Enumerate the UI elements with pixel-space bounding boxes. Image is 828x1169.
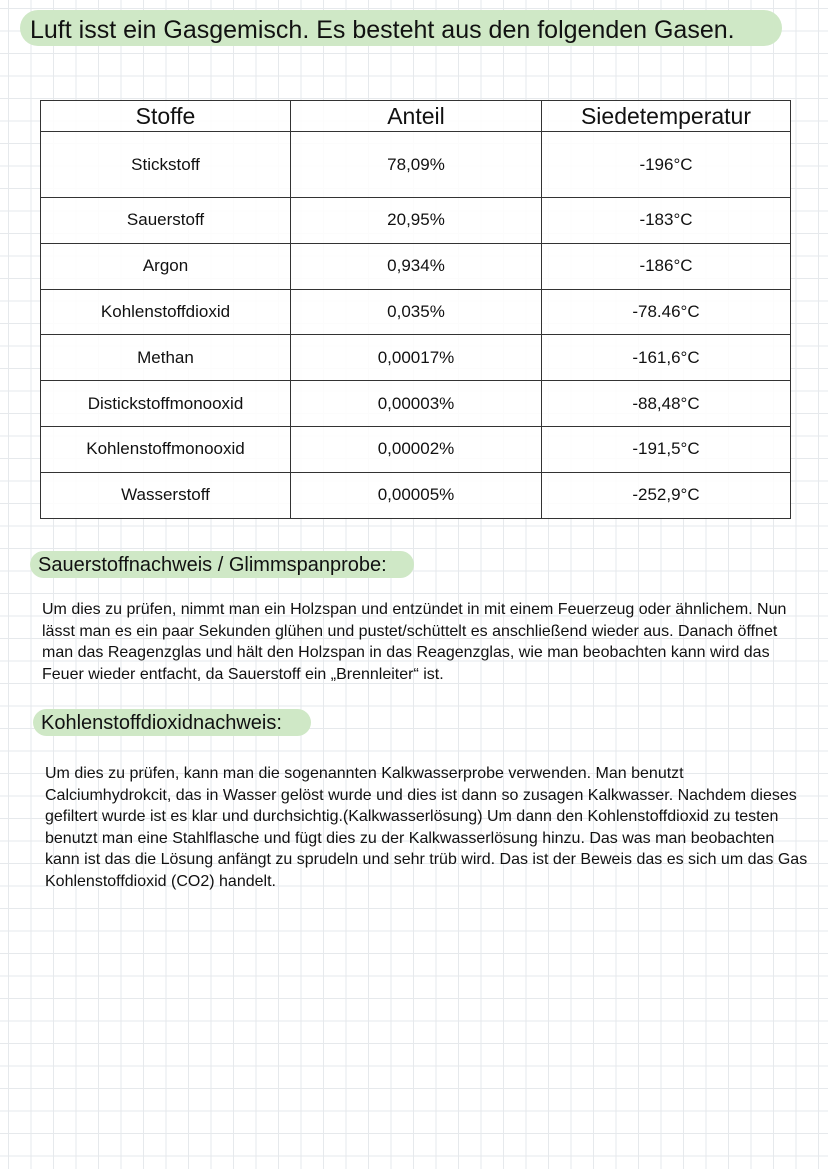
kohlenstoffdioxid-paragraph: Um dies zu prüfen, kann man die sogenannten Kalkwasserprobe verwenden. Man benutzt Calciumhydrokcit, das in Wasser gelöst wurde und dies ist dann so zusagen Kalkwasser. Nachdem dieses gefiltert wurde ist es klar und durchsichtig.(Kalkwasserlösung) Um dann den Kohlenstoffdioxid zu testen benutzt man eine Stahlflasche und fügt dies zu der Kalkwasserlösung hinzu. Das was man beobachten kann ist das die Lösung anfängt zu sprudeln und sehr trüb wird. Das ist der Beweis das es sich um das Gas Kohlenstoffdioxid (CO2) handelt. <box>45 765 808 890</box>
table-row <box>41 289 791 335</box>
table-row <box>41 335 791 381</box>
table-header-row <box>41 101 791 132</box>
cell-anteil: 0,035% <box>291 289 542 335</box>
cell-anteil: 0,934% <box>291 243 542 289</box>
cell-siedetemperatur: -78.46°C <box>542 289 791 335</box>
cell-siedetemperatur: -191,5°C <box>542 426 791 472</box>
cell-anteil: 0,00002% <box>291 426 542 472</box>
kohlenstoffdioxid-heading: Kohlenstoffdioxidnachweis: <box>41 712 282 734</box>
cell-siedetemperatur: -161,6°C <box>542 335 791 381</box>
cell-siedetemperatur: -252,9°C <box>542 472 791 518</box>
table-row <box>41 132 791 198</box>
table-row <box>41 472 791 518</box>
table-row <box>41 426 791 472</box>
sauerstoff-paragraph: Um dies zu prüfen, nimmt man ein Holzspan und entzündet in mit einem Feuerzeug oder ähnlichem. Nun lässt man es ein paar Sekunden glühen und pustet/schüttelt es anschließend wieder aus. Danach öffnet man das Reagenzglas und hält den Holzspan in das Reagenzglas, wie man beobachten kann wird das Feuer wieder entfacht, da Sauerstoff ein „Brennleiter“ ist. <box>42 601 787 683</box>
cell-siedetemperatur: -183°C <box>542 198 791 244</box>
column-header-siedetemperatur: Siedetemperatur <box>542 101 791 132</box>
cell-siedetemperatur: -88,48°C <box>542 381 791 427</box>
cell-siedetemperatur: -196°C <box>542 132 791 198</box>
table-row <box>41 243 791 289</box>
cell-stoff: Sauerstoff <box>41 198 291 244</box>
cell-anteil: 0,00003% <box>291 381 542 427</box>
cell-anteil: 0,00017% <box>291 335 542 381</box>
cell-stoff: Methan <box>41 335 291 381</box>
cell-stoff: Distickstoffmonooxid <box>41 381 291 427</box>
cell-stoff: Wasserstoff <box>41 472 291 518</box>
sauerstoff-heading: Sauerstoffnachweis / Glimmspanprobe: <box>38 554 387 576</box>
page-title: Luft isst ein Gasgemisch. Es besteht aus den folgenden Gasen. <box>30 16 735 44</box>
cell-siedetemperatur: -186°C <box>542 243 791 289</box>
cell-stoff: Kohlenstoffdioxid <box>41 289 291 335</box>
column-header-anteil: Anteil <box>291 101 542 132</box>
table-row <box>41 198 791 244</box>
column-header-stoffe: Stoffe <box>41 101 291 132</box>
cell-stoff: Kohlenstoffmonooxid <box>41 426 291 472</box>
table-row <box>41 381 791 427</box>
cell-anteil: 20,95% <box>291 198 542 244</box>
cell-anteil: 78,09% <box>291 132 542 198</box>
gas-table <box>40 100 791 519</box>
cell-stoff: Stickstoff <box>41 132 291 198</box>
cell-stoff: Argon <box>41 243 291 289</box>
cell-anteil: 0,00005% <box>291 472 542 518</box>
